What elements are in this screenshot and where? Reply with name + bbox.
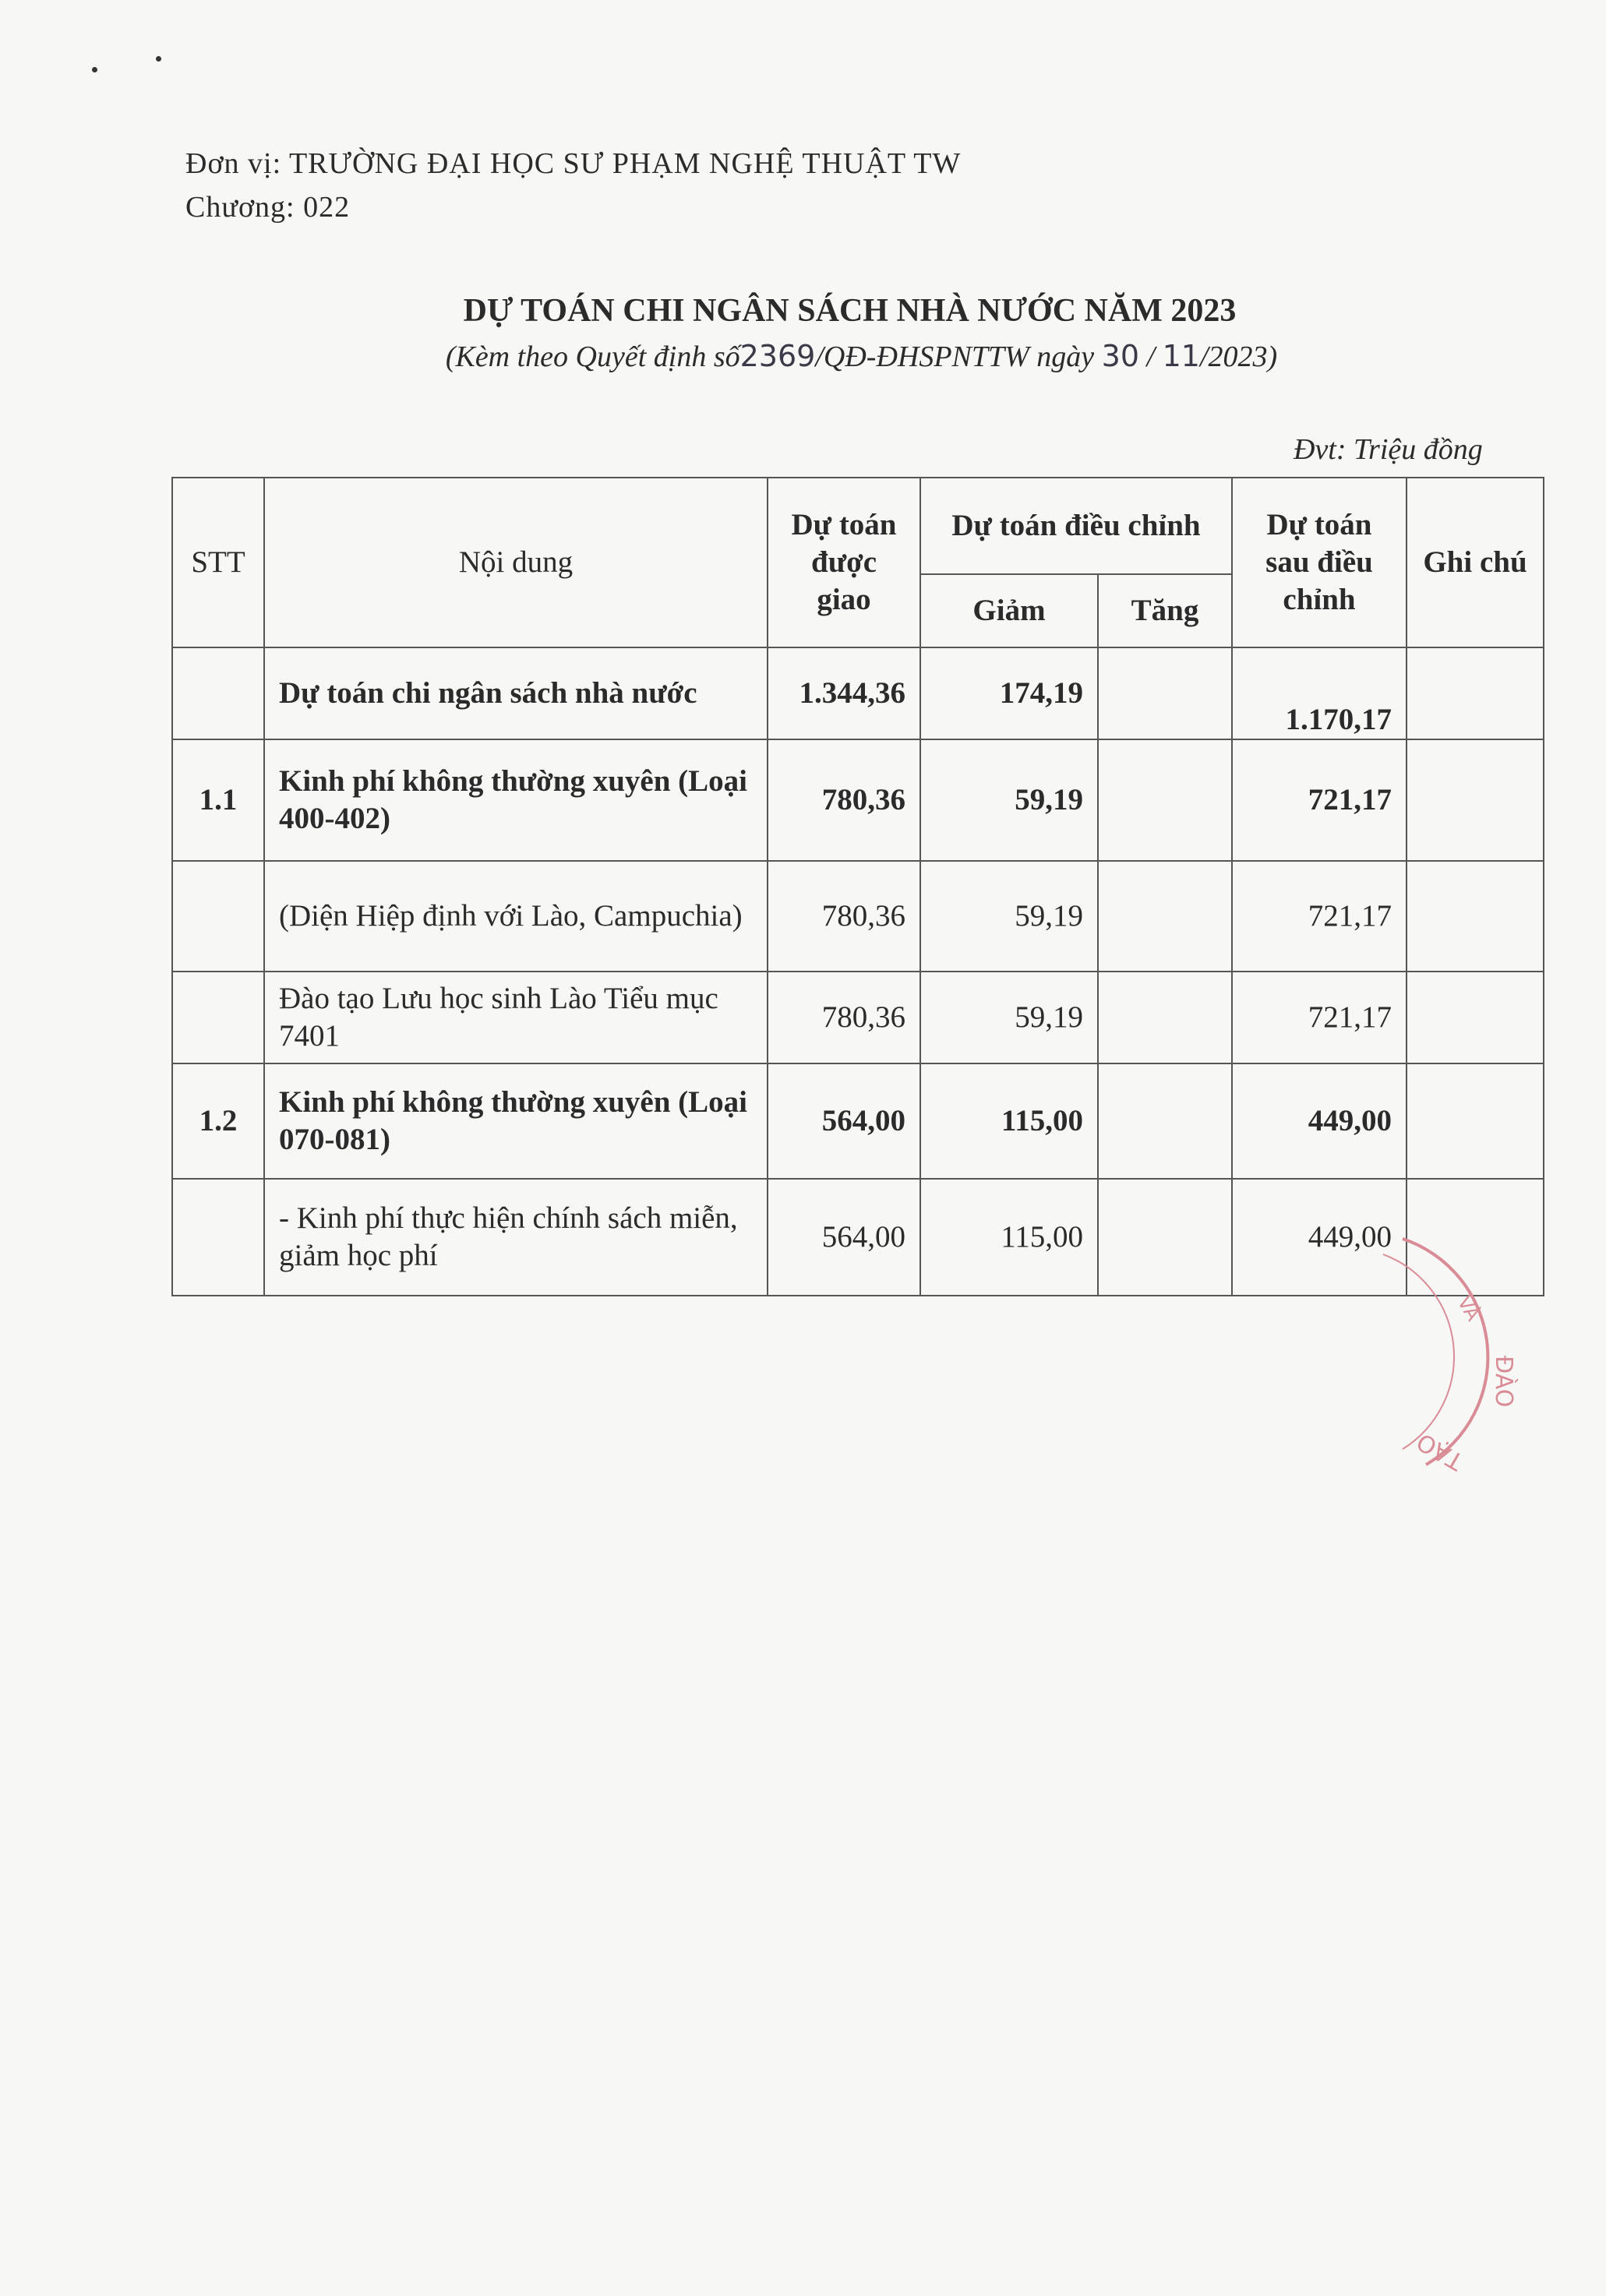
row-assigned: 780,36 [768, 739, 920, 861]
decision-day: 30 [1101, 339, 1140, 373]
date-separator: / [1146, 340, 1156, 373]
row-decrease: 174,19 [920, 647, 1098, 739]
col-header-decrease: Giảm [920, 574, 1098, 647]
table-row [172, 739, 1544, 861]
row-increase [1098, 1063, 1232, 1179]
row-stt [172, 1179, 264, 1296]
table-row [172, 647, 1544, 739]
table-row [172, 972, 1544, 1063]
organization-header [185, 142, 961, 229]
unit-note: Đvt: Triệu đồng [1294, 433, 1483, 466]
seal-text: TẠO [1412, 1427, 1468, 1476]
budget-table [171, 477, 1544, 1296]
row-content: (Diện Hiệp định với Lào, Campuchia) [264, 861, 768, 972]
row-increase [1098, 861, 1232, 972]
seal-text: VÀ [1452, 1293, 1484, 1325]
row-content: Dự toán chi ngân sách nhà nước [264, 647, 768, 739]
row-decrease: 115,00 [920, 1063, 1098, 1179]
row-decrease: 115,00 [920, 1179, 1098, 1296]
document-subtitle [0, 339, 1606, 374]
row-after: 721,17 [1232, 972, 1407, 1063]
col-header-increase: Tăng [1098, 574, 1232, 647]
row-increase [1098, 647, 1232, 739]
subtitle-code: /QĐ-ĐHSPNTTW ngày [815, 340, 1095, 373]
chapter-line: Chương: 022 [185, 191, 351, 224]
row-stt: 1.2 [172, 1063, 264, 1179]
decision-month: 11 [1162, 339, 1200, 373]
subtitle-prefix: (Kèm theo Quyết định số [445, 340, 740, 373]
row-decrease: 59,19 [920, 861, 1098, 972]
row-assigned: 1.344,36 [768, 647, 920, 739]
decision-number: 2369 [739, 339, 816, 373]
row-after: 449,00 [1232, 1179, 1407, 1296]
col-header-assigned: Dự toán được giao [768, 478, 920, 647]
scan-speck [156, 56, 161, 62]
row-increase [1098, 972, 1232, 1063]
unit-line: Đơn vị: TRƯỜNG ĐẠI HỌC SƯ PHẠM NGHỆ THUẬT TW [185, 147, 962, 180]
official-seal-fragment [1379, 1208, 1520, 1488]
row-content: Kinh phí không thường xuyên (Loại 070-081) [264, 1063, 768, 1179]
table-row [172, 1063, 1544, 1179]
row-after: 1.170,17 [1232, 647, 1407, 739]
col-header-note: Ghi chú [1407, 478, 1544, 647]
row-stt [172, 647, 264, 739]
row-increase [1098, 1179, 1232, 1296]
row-assigned: 780,36 [768, 972, 920, 1063]
row-after: 721,17 [1232, 739, 1407, 861]
row-after: 449,00 [1232, 1063, 1407, 1179]
seal-inner-ring [1383, 1254, 1454, 1449]
row-note [1407, 739, 1544, 861]
row-stt: 1.1 [172, 739, 264, 861]
row-content: - Kinh phí thực hiện chính sách miễn, giảm học phí [264, 1179, 768, 1296]
row-decrease: 59,19 [920, 972, 1098, 1063]
row-after: 721,17 [1232, 861, 1407, 972]
row-note [1407, 647, 1544, 739]
row-assigned: 780,36 [768, 861, 920, 972]
row-decrease: 59,19 [920, 739, 1098, 861]
row-increase [1098, 739, 1232, 861]
row-note [1407, 972, 1544, 1063]
col-header-adjusted: Dự toán điều chỉnh [920, 478, 1232, 574]
scan-speck [92, 67, 97, 72]
document-title: DỰ TOÁN CHI NGÂN SÁCH NHÀ NƯỚC NĂM 2023 [463, 293, 1237, 329]
seal-text: ĐÀO [1490, 1356, 1517, 1408]
col-header-stt: STT [172, 478, 264, 647]
row-content: Đào tạo Lưu học sinh Lào Tiểu mục 7401 [264, 972, 768, 1063]
header-row [172, 478, 1544, 574]
col-header-content: Nội dung [264, 478, 768, 647]
table-row [172, 1179, 1544, 1296]
row-assigned: 564,00 [768, 1179, 920, 1296]
table-row [172, 861, 1544, 972]
col-header-after: Dự toán sau điều chỉnh [1232, 478, 1407, 647]
row-content: Kinh phí không thường xuyên (Loại 400-402) [264, 739, 768, 861]
row-note [1407, 861, 1544, 972]
decision-year: /2023) [1199, 340, 1278, 373]
row-note [1407, 1063, 1544, 1179]
row-stt [172, 861, 264, 972]
row-stt [172, 972, 264, 1063]
row-assigned: 564,00 [768, 1063, 920, 1179]
